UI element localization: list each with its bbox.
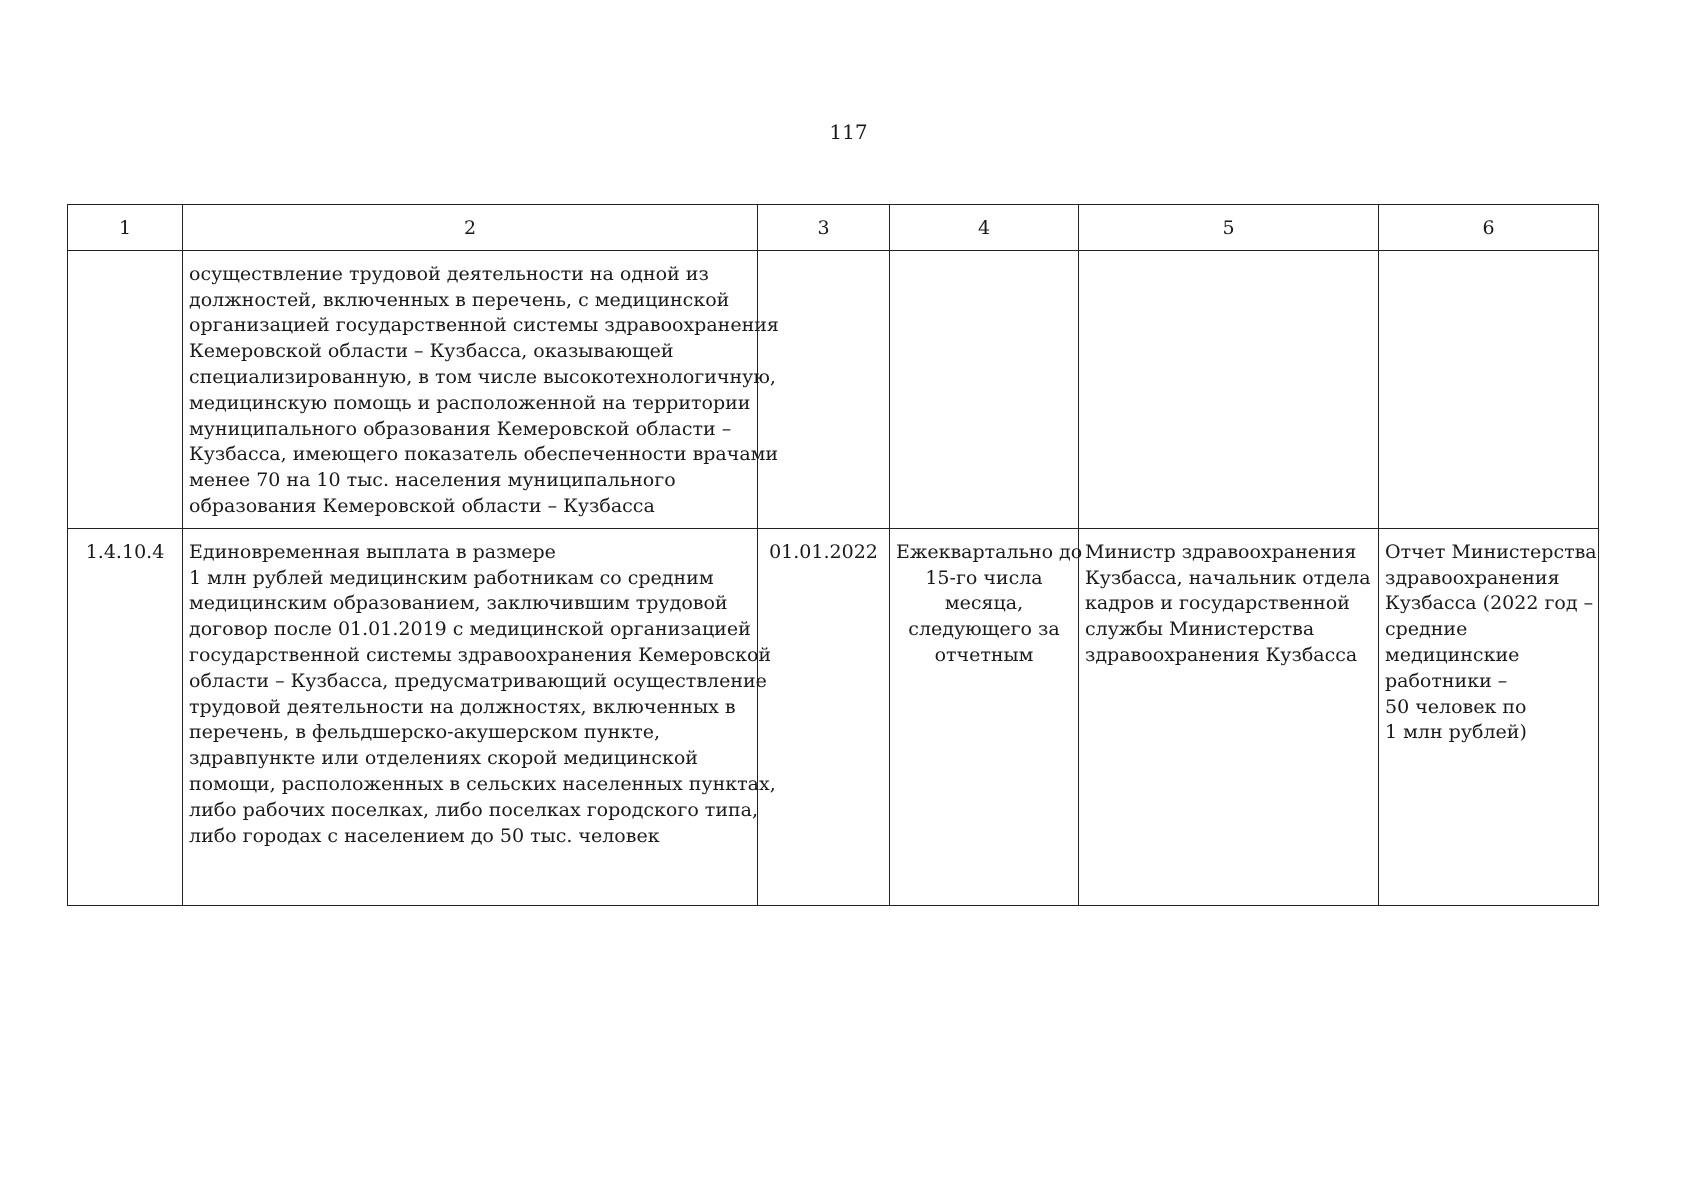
date-cell — [758, 250, 890, 528]
deadline-line: 15-го числа — [925, 566, 1043, 589]
responsible-line: Министр здравоохранения — [1085, 540, 1357, 563]
table-row — [68, 528, 1599, 905]
result-line: здравоохранения — [1385, 566, 1560, 589]
description-line: либо рабочих поселках, либо поселках городского типа, — [189, 798, 759, 821]
description-line: муниципального образования Кемеровской области – — [189, 417, 732, 440]
column-header: 3 — [758, 205, 890, 251]
column-header: 6 — [1379, 205, 1599, 251]
responsible-line: Кузбасса, начальник отдела — [1085, 566, 1371, 589]
description-line: специализированную, в том числе высокотехнологичную, — [189, 365, 776, 388]
deadline-line: следующего за — [908, 618, 1060, 641]
result-line: Кузбасса (2022 год – — [1385, 592, 1594, 615]
column-header: 1 — [68, 205, 183, 251]
deadline-cell — [890, 528, 1083, 905]
column-header: 2 — [183, 205, 758, 251]
description-line: трудовой деятельности на должностях, включенных в — [189, 695, 736, 718]
responsible-cell — [1079, 250, 1379, 528]
result-line: средние — [1385, 618, 1468, 641]
result-cell — [1379, 528, 1599, 905]
table-row — [68, 250, 1599, 528]
responsible-line: здравоохранения Кузбасса — [1085, 643, 1358, 666]
date-cell: 01.01.2022 — [758, 528, 890, 905]
description-line: перечень, в фельдшерско-акушерском пункте, — [189, 721, 661, 744]
result-cell — [1379, 250, 1599, 528]
description-line: государственной системы здравоохранения Кемеровской — [189, 643, 772, 666]
description-line: образования Кемеровской области – Кузбасса — [189, 494, 655, 517]
deadline-line: отчетным — [934, 643, 1034, 666]
result-line: 1 млн рублей) — [1385, 721, 1527, 744]
column-header: 4 — [890, 205, 1079, 251]
description-line: договор после 01.01.2019 с медицинской организацией — [189, 618, 751, 641]
description-line: помощи, расположенных в сельских населенных пунктах, — [189, 772, 776, 795]
item-number-cell: 1.4.10.4 — [68, 528, 183, 905]
result-line: работники – — [1385, 669, 1508, 692]
column-header: 5 — [1079, 205, 1379, 251]
deadline-line: Ежеквартально до — [896, 540, 1083, 563]
description-cell — [183, 250, 779, 528]
description-line: должностей, включенных в перечень, с медицинской — [189, 288, 730, 311]
deadline-line: месяца, — [944, 592, 1024, 615]
document-table — [67, 204, 1599, 906]
responsible-cell — [1079, 528, 1379, 905]
table-header-row — [68, 205, 1599, 251]
page-number: 117 — [829, 120, 868, 144]
description-line: Кемеровской области – Кузбасса, оказывающей — [189, 340, 674, 363]
item-number-cell — [68, 250, 183, 528]
description-line: организацией государственной системы здравоохранения — [189, 314, 779, 337]
description-line: медицинскую помощь и расположенной на территории — [189, 391, 751, 414]
result-line: 50 человек по — [1385, 695, 1527, 718]
description-line: либо городах с населением до 50 тыс. человек — [189, 824, 660, 847]
result-line: Отчет Министерства — [1385, 540, 1597, 563]
deadline-cell — [890, 250, 1079, 528]
responsible-line: кадров и государственной — [1085, 592, 1350, 615]
description-line: области – Кузбасса, предусматривающий осуществление — [189, 669, 767, 692]
description-line: менее 70 на 10 тыс. населения муниципального — [189, 469, 676, 492]
description-line: 1 млн рублей медицинским работникам со средним — [189, 566, 714, 589]
responsible-line: службы Министерства — [1085, 618, 1315, 641]
description-line: медицинским образованием, заключившим трудовой — [189, 592, 728, 615]
description-line: Кузбасса, имеющего показатель обеспеченности врачами — [189, 443, 779, 466]
result-line: медицинские — [1385, 643, 1520, 666]
description-line: осуществление трудовой деятельности на одной из — [189, 262, 709, 285]
description-cell — [183, 528, 776, 905]
description-line: здравпункте или отделениях скорой медицинской — [189, 747, 698, 770]
description-line: Единовременная выплата в размере — [189, 540, 556, 563]
